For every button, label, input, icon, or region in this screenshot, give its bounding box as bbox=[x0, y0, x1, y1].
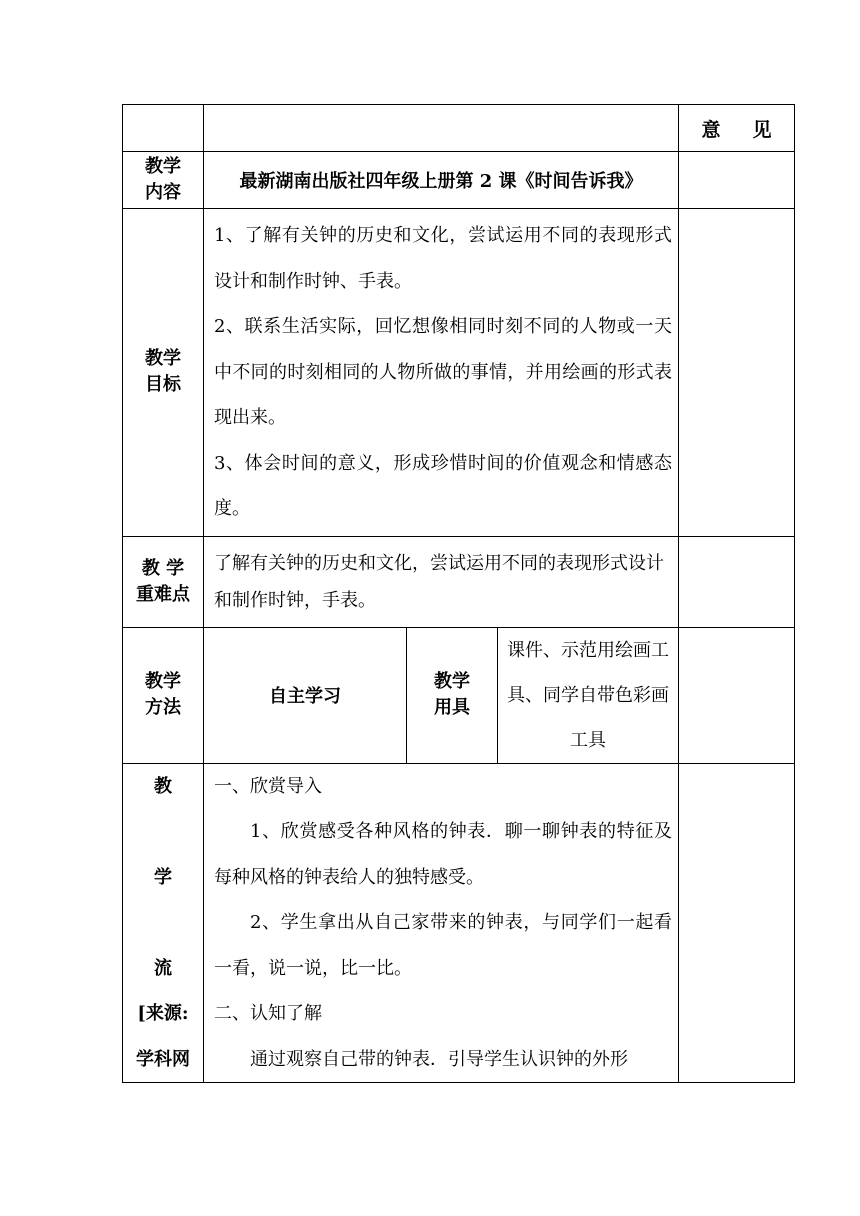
goals-label-line-1: 教学 bbox=[145, 348, 181, 370]
flow-paragraph: 2、学生拿出从自己家带来的钟表，与同学们一起看一看，说一说，比一比。 bbox=[214, 912, 673, 979]
difficulty-label-line-2: 重难点 bbox=[136, 583, 190, 605]
flow-opinion-cell bbox=[679, 763, 795, 1083]
flow-content bbox=[204, 763, 679, 1083]
flow-row bbox=[123, 763, 795, 1083]
method-label-line-2: 方法 bbox=[145, 697, 181, 718]
difficulty-row bbox=[123, 536, 795, 627]
content-label bbox=[123, 152, 204, 209]
content-row bbox=[123, 152, 795, 209]
flow-label-line: 教 bbox=[154, 775, 172, 797]
method-row bbox=[123, 627, 795, 763]
flow-heading: 一、欣赏导入 bbox=[214, 775, 322, 797]
tools-label-line-2: 用具 bbox=[434, 697, 470, 718]
flow-label-line: 学 bbox=[154, 866, 172, 888]
flow-label-line bbox=[123, 900, 203, 946]
goals-label bbox=[123, 209, 204, 537]
goals-content bbox=[204, 209, 679, 537]
opinion-label-b: 见 bbox=[752, 118, 772, 141]
flow-heading: 二、认知了解 bbox=[214, 1003, 322, 1024]
method-label-line-1: 教学 bbox=[145, 671, 181, 692]
flow-label-line: [来源: bbox=[137, 1003, 189, 1024]
method-opinion-cell bbox=[679, 627, 795, 763]
difficulty-text: 了解有关钟的历史和文化，尝试运用不同的表现形式设计和制作时钟，手表。 bbox=[214, 552, 664, 611]
opinion-label-a: 意 bbox=[701, 118, 721, 141]
flow-label-line: 学科网 bbox=[136, 1048, 190, 1070]
goal-item: 2、联系生活实际，回忆想像相同时刻不同的人物或一天中不同的时刻相同的人物所做的事情，并用绘画的形式表现出来。 bbox=[214, 316, 673, 428]
flow-label-line bbox=[123, 809, 203, 855]
content-opinion-cell bbox=[679, 152, 795, 209]
tools-label-line-1: 教学 bbox=[434, 671, 470, 692]
flow-label bbox=[123, 763, 204, 1083]
difficulty-opinion-cell bbox=[679, 536, 795, 627]
content-label-line-1: 教学 bbox=[145, 156, 181, 177]
header-row bbox=[123, 105, 795, 152]
difficulty-label-line-1: 教 学 bbox=[141, 557, 185, 579]
header-empty-label-cell bbox=[123, 105, 204, 152]
goal-item: 1、了解有关钟的历史和文化，尝试运用不同的表现形式设计和制作时钟、手表。 bbox=[214, 225, 673, 292]
flow-paragraph: 1、欣赏感受各种风格的钟表．聊一聊钟表的特征及每种风格的钟表给人的独特感受。 bbox=[214, 821, 673, 888]
header-empty-content-cell bbox=[204, 105, 679, 152]
method-value: 自主学习 bbox=[204, 627, 407, 763]
content-label-line-2: 内容 bbox=[145, 182, 181, 203]
difficulty-content bbox=[204, 536, 679, 627]
tools-value: 课件、示范用绘画工具、同学自带色彩画工具 bbox=[498, 627, 679, 763]
goal-item: 3、体会时间的意义，形成珍惜时间的价值观念和情感态度。 bbox=[214, 452, 673, 519]
lesson-plan-table bbox=[122, 104, 795, 1083]
difficulty-label bbox=[123, 536, 204, 627]
goals-opinion-cell bbox=[679, 209, 795, 537]
lesson-title: 最新湖南出版社四年级上册第 2 课《时间告诉我》 bbox=[204, 152, 679, 209]
tools-label bbox=[407, 627, 498, 763]
goals-label-line-2: 目标 bbox=[145, 374, 181, 396]
flow-label-line: 流 bbox=[154, 957, 172, 979]
flow-paragraph: 通过观察自己带的钟表．引导学生认识钟的外形 bbox=[250, 1048, 628, 1070]
opinion-header bbox=[679, 105, 795, 152]
method-label bbox=[123, 627, 204, 763]
goals-row bbox=[123, 209, 795, 537]
